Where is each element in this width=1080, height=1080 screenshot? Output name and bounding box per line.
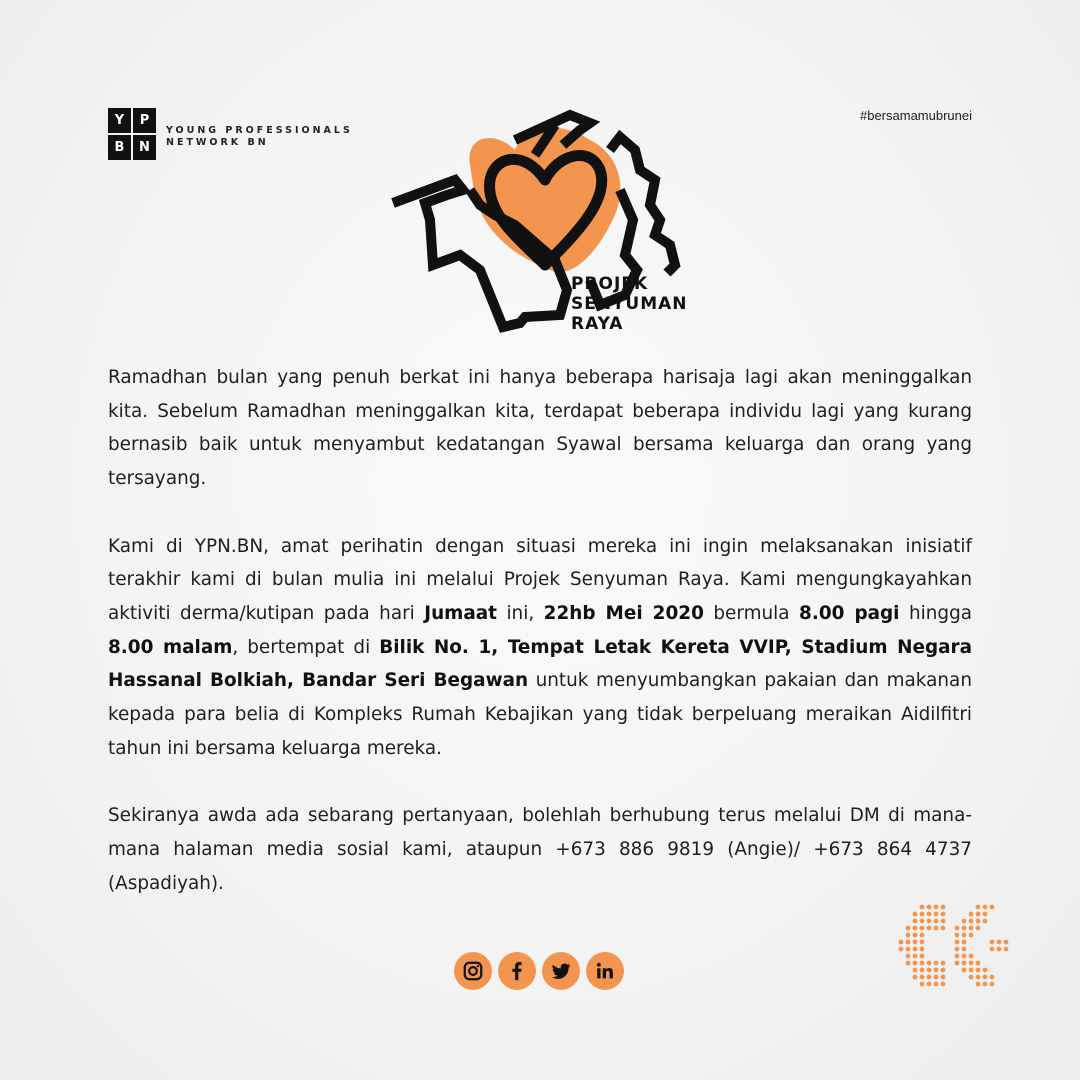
- pattern-dot: [913, 933, 918, 938]
- pattern-dot: [920, 975, 925, 980]
- pattern-dot: [969, 968, 974, 973]
- pattern-dot: [962, 933, 967, 938]
- pattern-dot: [920, 982, 925, 987]
- ypn-brand: [108, 108, 353, 160]
- pattern-dot: [969, 975, 974, 980]
- pattern-dot: [934, 912, 939, 917]
- pattern-dot: [962, 947, 967, 952]
- pattern-dot: [906, 940, 911, 945]
- pattern-dot: [934, 982, 939, 987]
- hashtag: #bersamamubrunei: [859, 108, 972, 123]
- pattern-dot: [955, 954, 960, 959]
- pattern-dot: [934, 919, 939, 924]
- brand-line-1: YOUNG PROFESSIONALS: [166, 125, 353, 136]
- pattern-dot: [906, 961, 911, 966]
- pattern-dot: [920, 961, 925, 966]
- pattern-dot: [913, 919, 918, 924]
- pattern-dot: [920, 954, 925, 959]
- pattern-dot: [941, 912, 946, 917]
- pattern-dot: [920, 947, 925, 952]
- pattern-dot: [906, 954, 911, 959]
- p2-bold-day: Jumaat: [424, 602, 497, 624]
- pattern-dot: [976, 968, 981, 973]
- instagram-icon[interactable]: [454, 952, 492, 990]
- p2-bold-end: 8.00 malam: [108, 636, 233, 658]
- pattern-dot: [962, 961, 967, 966]
- pattern-dot: [920, 940, 925, 945]
- p2-text-3: bermula: [703, 602, 800, 624]
- logo-line-2: SENYUMAN: [571, 294, 688, 314]
- facebook-icon[interactable]: [498, 952, 536, 990]
- p2-text-6: untuk menyumbangkan pakaian dan makanan kepada para belia di Kompleks Rumah Kebajikan yang tidak berpeluang meraikan Aidilfitri tahun ini bersama keluarga mereka.: [108, 670, 972, 759]
- pattern-dot: [941, 961, 946, 966]
- pattern-dot: [983, 919, 988, 924]
- pattern-dot: [927, 961, 932, 966]
- logo-title: [571, 274, 688, 334]
- pattern-dot: [983, 968, 988, 973]
- pattern-dot: [1004, 947, 1009, 952]
- ypn-cell-b: B: [108, 135, 131, 160]
- pattern-dot: [906, 933, 911, 938]
- pattern-dot: [941, 975, 946, 980]
- pattern-dot: [983, 975, 988, 980]
- pattern-dot: [899, 940, 904, 945]
- pattern-dot: [969, 933, 974, 938]
- pattern-dot: [934, 905, 939, 910]
- pattern-dot: [969, 919, 974, 924]
- pattern-dot: [913, 926, 918, 931]
- pattern-dot: [927, 968, 932, 973]
- pattern-dot: [927, 919, 932, 924]
- twitter-icon[interactable]: [542, 952, 580, 990]
- pattern-dot: [955, 926, 960, 931]
- p2-text-4: hingga: [899, 602, 973, 624]
- pattern-dot: [920, 912, 925, 917]
- pattern-dot: [913, 975, 918, 980]
- logo-line-3: RAYA: [571, 314, 624, 334]
- p2-bold-date: 22hb Mei 2020: [543, 602, 704, 624]
- body-text: [108, 361, 972, 934]
- p2-bold-start: 8.00 pagi: [799, 602, 900, 624]
- pattern-dot: [990, 905, 995, 910]
- pattern-dot: [906, 947, 911, 952]
- pattern-dot: [962, 926, 967, 931]
- pattern-dot: [962, 919, 967, 924]
- pattern-dot: [990, 982, 995, 987]
- p2-bold-venue: Bilik No. 1, Tempat Letak Kereta VVIP, Stadium Negara Hassanal Bolkiah, Bandar Seri Begawan: [108, 636, 972, 692]
- pattern-dot: [913, 961, 918, 966]
- pattern-dot: [976, 975, 981, 980]
- pattern-dot: [990, 947, 995, 952]
- pattern-dot: [962, 954, 967, 959]
- pattern-dot: [976, 926, 981, 931]
- pattern-dot: [934, 926, 939, 931]
- paragraph-2: [108, 530, 972, 766]
- linkedin-icon[interactable]: [586, 952, 624, 990]
- pattern-dot: [983, 905, 988, 910]
- pattern-dot: [997, 947, 1002, 952]
- pattern-dot: [941, 982, 946, 987]
- pattern-dot: [920, 968, 925, 973]
- pattern-dot: [906, 926, 911, 931]
- p2-text-1: Kami di YPN.BN, amat perihatin dengan situasi mereka ini ingin melaksanakan inisiatif terakhir kami di bulan mulia ini melalui Projek Senyuman Raya. Kami mengungkayahkan aktiviti derma/kutipan pada hari: [108, 535, 972, 624]
- pattern-dot: [1004, 940, 1009, 945]
- pattern-dot: [927, 912, 932, 917]
- pattern-dot: [934, 975, 939, 980]
- pattern-dot: [941, 926, 946, 931]
- pattern-dot: [913, 968, 918, 973]
- pattern-dot: [913, 940, 918, 945]
- pattern-dot: [969, 961, 974, 966]
- pattern-dot: [927, 982, 932, 987]
- pattern-dot: [955, 947, 960, 952]
- pattern-dot: [962, 940, 967, 945]
- p2-text-5: , bertempat di: [232, 636, 380, 658]
- pattern-dot: [927, 926, 932, 931]
- pattern-dot: [920, 919, 925, 924]
- pattern-dot: [955, 961, 960, 966]
- paragraph-3: Sekiranya awda ada sebarang pertanyaan, bolehlah berhubung terus melalui DM di mana-mana halaman media sosial kami, ataupun +673 886 9819 (Angie)/ +673 864 4737 (Aspadiyah).: [108, 805, 972, 894]
- ypn-logo-grid: [108, 108, 156, 160]
- ypn-cell-y: Y: [108, 108, 131, 133]
- pattern-dot: [927, 905, 932, 910]
- pattern-dot: [976, 905, 981, 910]
- pattern-dot: [997, 940, 1002, 945]
- pattern-dot: [941, 919, 946, 924]
- pattern-dot: [927, 975, 932, 980]
- pattern-dot: [955, 940, 960, 945]
- dot-pattern-decoration: [890, 903, 1015, 988]
- pattern-dot: [920, 926, 925, 931]
- pattern-dot: [934, 968, 939, 973]
- pattern-dot: [899, 947, 904, 952]
- pattern-dot: [983, 982, 988, 987]
- pattern-dot: [969, 926, 974, 931]
- ypn-cell-p: P: [133, 108, 156, 133]
- pattern-dot: [969, 954, 974, 959]
- pattern-dot: [990, 940, 995, 945]
- pattern-dot: [913, 954, 918, 959]
- pattern-dot: [941, 905, 946, 910]
- pattern-dot: [976, 961, 981, 966]
- pattern-dot: [969, 912, 974, 917]
- pattern-dot: [920, 905, 925, 910]
- pattern-dot: [983, 912, 988, 917]
- brand-line-2: NETWORK BN: [166, 137, 269, 148]
- pattern-dot: [913, 912, 918, 917]
- social-links: [454, 952, 624, 990]
- ypn-cell-n: N: [133, 135, 156, 160]
- paragraph-1: Ramadhan bulan yang penuh berkat ini hanya beberapa harisaja lagi akan meninggalkan kita. Sebelum Ramadhan meninggalkan kita, terdapat beberapa individu lagi yang kurang bernasib baik untuk menyambut kedatangan Syawal bersama keluarga dan orang yang tersayang.: [108, 367, 972, 490]
- pattern-dot: [976, 919, 981, 924]
- brand-name: [166, 125, 353, 149]
- logo-line-1: PROJEK: [571, 274, 649, 294]
- pattern-dot: [962, 968, 967, 973]
- pattern-dot: [955, 933, 960, 938]
- pattern-dot: [976, 982, 981, 987]
- pattern-dot: [976, 912, 981, 917]
- pattern-dot: [934, 961, 939, 966]
- pattern-dot: [920, 933, 925, 938]
- pattern-dot: [913, 947, 918, 952]
- p2-text-2: ini,: [496, 602, 544, 624]
- pattern-dot: [941, 968, 946, 973]
- pattern-dot: [990, 975, 995, 980]
